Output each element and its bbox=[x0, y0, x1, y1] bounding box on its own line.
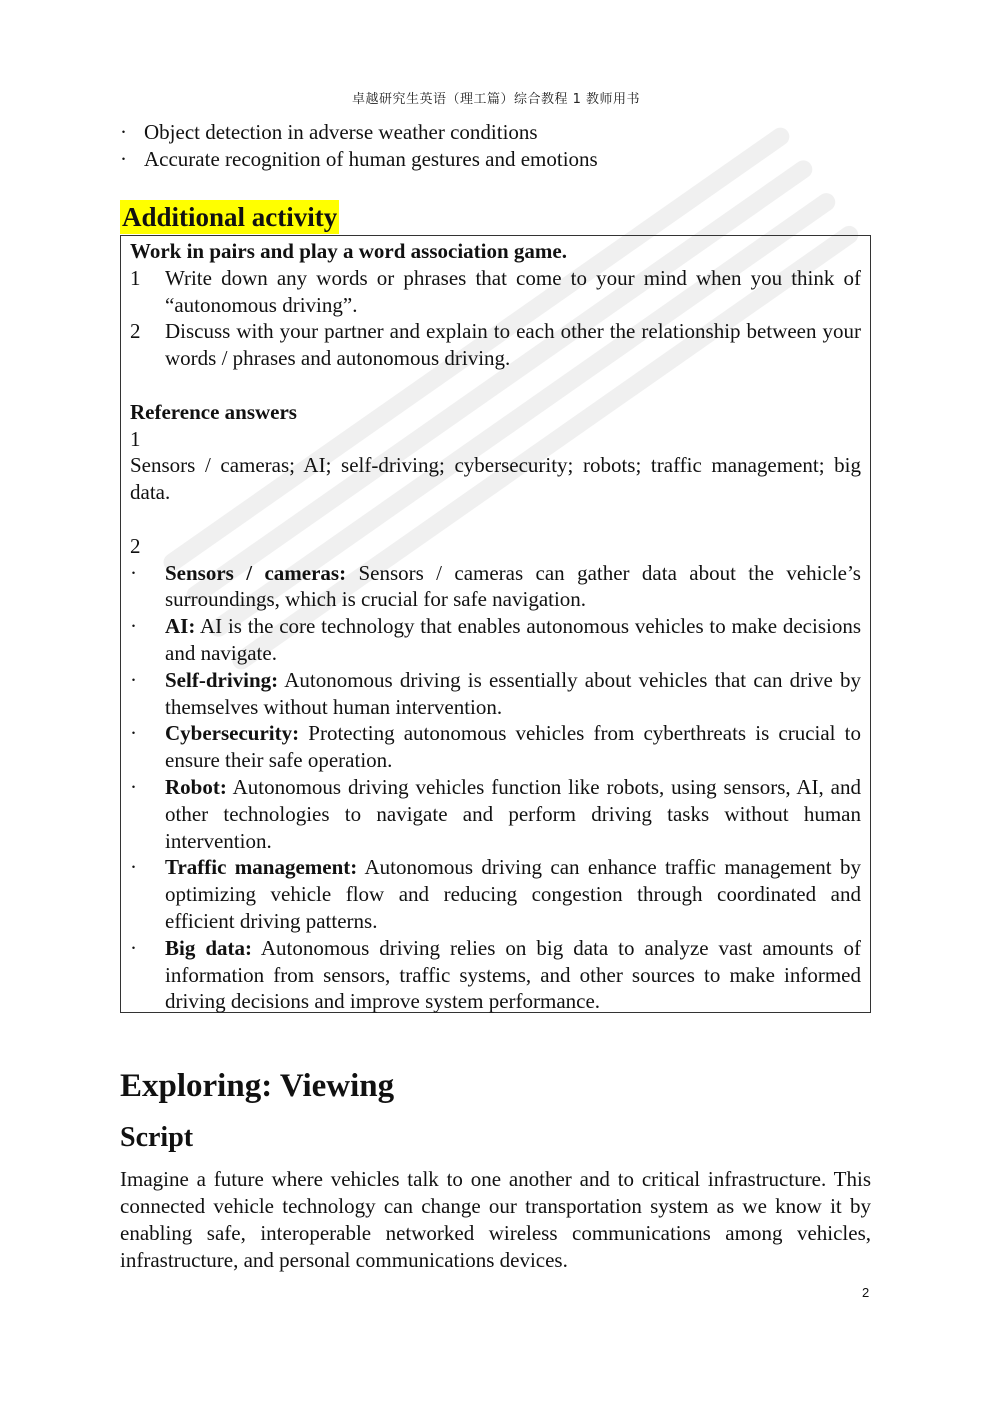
term-label: Robot: bbox=[165, 774, 227, 799]
term-description: Autonomous driving is essentially about vehicles that can drive by themselves without human intervention. bbox=[165, 667, 861, 719]
bullet-marker: · bbox=[120, 120, 127, 144]
term-label: Sensors / cameras: bbox=[165, 560, 347, 585]
task-text: Write down any words or phrases that come to your mind when you think of “autonomous driving”. bbox=[165, 265, 861, 317]
task-item bbox=[130, 318, 861, 372]
bullet-marker: · bbox=[130, 774, 137, 799]
term-description: AI is the core technology that enables autonomous vehicles to make decisions and navigate. bbox=[165, 614, 861, 665]
term-label: Cybersecurity: bbox=[165, 721, 300, 746]
list-item bbox=[120, 146, 880, 173]
answer-number: 1 bbox=[130, 426, 141, 451]
term-label: Self-driving: bbox=[165, 667, 279, 692]
term-description: Autonomous driving vehicles function like robots, using sensors, AI, and other technologies to navigate and perform driving tasks without human intervention. bbox=[165, 774, 861, 853]
section-title: Exploring: Viewing bbox=[120, 1068, 395, 1104]
activity-instruction: Work in pairs and play a word association game. bbox=[130, 239, 567, 263]
term-description: Protecting autonomous vehicles from cyberthreats is crucial to ensure their safe operation. bbox=[165, 721, 861, 773]
bullet-marker: · bbox=[130, 560, 137, 585]
running-header: 卓越研究生英语（理工篇）综合教程 1 教师用书 bbox=[351, 92, 641, 107]
list-item-text: Accurate recognition of human gestures and emotions bbox=[144, 147, 598, 171]
bullet-marker: · bbox=[130, 721, 137, 746]
task-text: Discuss with your partner and explain to each other the relationship between your words / phrases and autonomous driving. bbox=[165, 319, 861, 371]
bullet-marker: · bbox=[130, 614, 137, 639]
list-item bbox=[130, 560, 861, 614]
bullet-marker: · bbox=[130, 855, 137, 880]
list-item bbox=[120, 119, 880, 146]
subsection-title: Script bbox=[120, 1122, 194, 1153]
list-item bbox=[130, 720, 861, 774]
script-paragraph: Imagine a future where vehicles talk to one another and to critical infrastructure. This connected vehicle technology can change our transportation system as we know it by enabling safe, interoperable networked wireless communications among vehicles, infrastructure, and personal communications devices. bbox=[120, 1167, 871, 1272]
term-description: Autonomous driving can enhance traffic management by optimizing vehicle flow and reducing congestion through coordinated and efficient driving patterns. bbox=[165, 855, 861, 933]
list-item bbox=[130, 854, 861, 934]
reference-answers-heading: Reference answers bbox=[130, 399, 297, 424]
term-description: Autonomous driving relies on big data to analyze vast amounts of information from sensors, traffic systems, and other sources to make informed driving decisions and improve system performance. bbox=[165, 935, 862, 1014]
task-item bbox=[130, 265, 861, 319]
bullet-marker: · bbox=[120, 147, 127, 171]
answer-number: 2 bbox=[130, 533, 141, 558]
bullet-marker: · bbox=[130, 935, 137, 960]
list-item bbox=[130, 935, 861, 1015]
list-item-text: Object detection in adverse weather conditions bbox=[144, 120, 538, 144]
bullet-marker: · bbox=[130, 667, 137, 692]
task-number: 1 bbox=[130, 265, 141, 290]
term-label: AI: bbox=[165, 614, 196, 639]
term-label: Traffic management: bbox=[165, 855, 358, 880]
list-item bbox=[130, 613, 861, 667]
answer-text: Sensors / cameras; AI; self-driving; cybersecurity; robots; traffic management; big data. bbox=[130, 453, 861, 505]
term-description: Sensors / cameras can gather data about the vehicle’s surroundings, which is crucial for safe navigation. bbox=[165, 560, 861, 612]
term-label: Big data: bbox=[165, 935, 252, 960]
page-number: 2 bbox=[862, 1285, 870, 1300]
list-item bbox=[130, 667, 861, 721]
list-item bbox=[130, 774, 861, 854]
additional-activity-heading: Additional activity bbox=[122, 202, 338, 232]
activity-box bbox=[120, 235, 871, 1013]
top-bullet-list bbox=[120, 119, 880, 173]
task-number: 2 bbox=[130, 319, 141, 344]
